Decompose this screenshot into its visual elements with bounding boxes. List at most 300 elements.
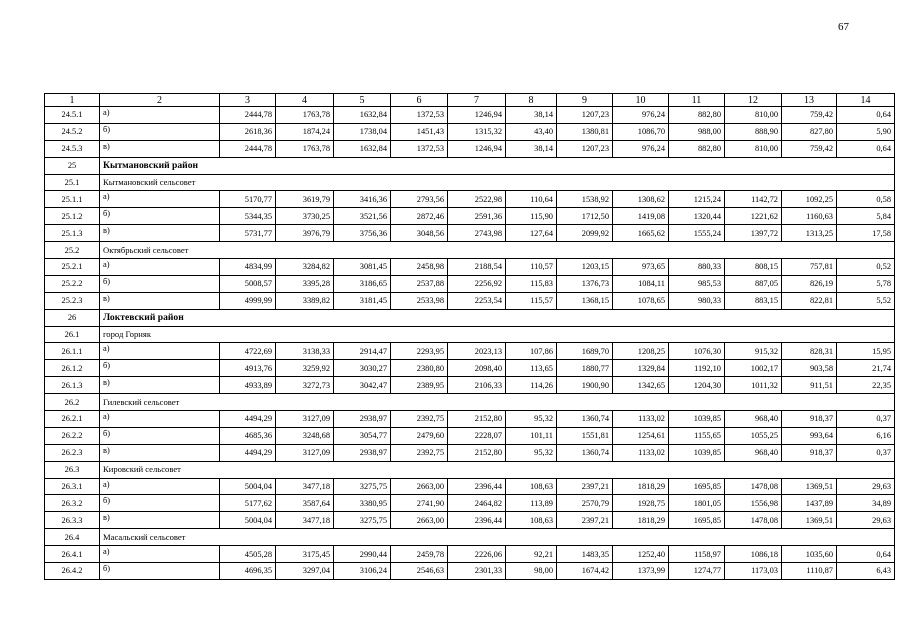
value-cell: 2663,00	[391, 512, 448, 529]
value-cell: 95,32	[506, 411, 557, 428]
value-cell: 1397,72	[725, 225, 782, 242]
value-cell: 976,24	[613, 140, 669, 157]
table-row	[45, 427, 895, 444]
value-cell: 29,63	[837, 478, 895, 495]
subsection-row	[45, 529, 895, 546]
value-cell: 127,64	[506, 225, 557, 242]
value-cell: 1086,70	[613, 123, 669, 140]
value-cell: 2591,36	[448, 208, 506, 225]
row-code: 26.1.2	[45, 360, 100, 377]
value-cell: 822,81	[782, 292, 837, 309]
value-cell: 3587,64	[276, 495, 334, 512]
value-cell: 1039,85	[669, 444, 725, 461]
value-cell: 3272,73	[276, 377, 334, 394]
value-cell: 1133,02	[613, 444, 669, 461]
subsection-code: 26.1	[45, 326, 100, 343]
value-cell: 3389,82	[276, 292, 334, 309]
table-row	[45, 107, 895, 124]
row-code: 26.3.2	[45, 495, 100, 512]
value-cell: 4999,99	[220, 292, 276, 309]
value-cell: 2256,92	[448, 275, 506, 292]
value-cell: 5731,77	[220, 225, 276, 242]
row-variant-label: б)	[100, 427, 220, 444]
row-code: 26.4.1	[45, 546, 100, 563]
value-cell: 757,81	[782, 259, 837, 276]
value-cell: 0,37	[837, 411, 895, 428]
value-cell: 3521,56	[334, 208, 391, 225]
value-cell: 3248,68	[276, 427, 334, 444]
value-cell: 1695,85	[669, 512, 725, 529]
header-cell: 11	[669, 94, 725, 107]
value-cell: 92,21	[506, 546, 557, 563]
value-cell: 2793,56	[391, 191, 448, 208]
value-cell: 2914,47	[334, 343, 391, 360]
row-variant-label: а)	[100, 343, 220, 360]
value-cell: 2464,82	[448, 495, 506, 512]
value-cell: 1695,85	[669, 478, 725, 495]
subsection-row	[45, 461, 895, 478]
value-cell: 1874,24	[276, 123, 334, 140]
value-cell: 1076,30	[669, 343, 725, 360]
value-cell: 1674,42	[557, 563, 613, 580]
value-cell: 976,24	[613, 107, 669, 124]
header-cell: 4	[276, 94, 334, 107]
header-cell: 13	[782, 94, 837, 107]
value-cell: 115,90	[506, 208, 557, 225]
value-cell: 1712,50	[557, 208, 613, 225]
value-cell: 34,89	[837, 495, 895, 512]
value-cell: 759,42	[782, 107, 837, 124]
value-cell: 1818,29	[613, 512, 669, 529]
value-cell: 3138,33	[276, 343, 334, 360]
value-cell: 5008,57	[220, 275, 276, 292]
value-cell: 98,00	[506, 563, 557, 580]
value-cell: 2522,98	[448, 191, 506, 208]
table-row	[45, 512, 895, 529]
value-cell: 1313,25	[782, 225, 837, 242]
value-cell: 2226,06	[448, 546, 506, 563]
value-cell: 38,14	[506, 107, 557, 124]
value-cell: 1556,98	[725, 495, 782, 512]
value-cell: 1203,15	[557, 259, 613, 276]
value-cell: 2228,07	[448, 427, 506, 444]
value-cell: 888,90	[725, 123, 782, 140]
subsection-title: Кировский сельсовет	[100, 461, 895, 478]
value-cell: 5,78	[837, 275, 895, 292]
value-cell: 1738,04	[334, 123, 391, 140]
subsection-row	[45, 394, 895, 411]
row-code: 24.5.2	[45, 123, 100, 140]
value-cell: 1315,32	[448, 123, 506, 140]
value-cell: 1551,81	[557, 427, 613, 444]
row-code: 25.1.1	[45, 191, 100, 208]
subsection-row	[45, 242, 895, 259]
value-cell: 2546,63	[391, 563, 448, 580]
value-cell: 759,42	[782, 140, 837, 157]
value-cell: 43,40	[506, 123, 557, 140]
value-cell: 1818,29	[613, 478, 669, 495]
value-cell: 1419,08	[613, 208, 669, 225]
subsection-row	[45, 174, 895, 191]
value-cell: 21,74	[837, 360, 895, 377]
value-cell: 0,58	[837, 191, 895, 208]
value-cell: 1689,70	[557, 343, 613, 360]
value-cell: 2099,92	[557, 225, 613, 242]
row-variant-label: в)	[100, 512, 220, 529]
value-cell: 107,86	[506, 343, 557, 360]
value-cell: 22,35	[837, 377, 895, 394]
value-cell: 6,43	[837, 563, 895, 580]
subsection-code: 26.2	[45, 394, 100, 411]
header-cell: 10	[613, 94, 669, 107]
header-cell: 14	[837, 94, 895, 107]
value-cell: 3186,65	[334, 275, 391, 292]
value-cell: 95,32	[506, 444, 557, 461]
row-code: 25.2.2	[45, 275, 100, 292]
value-cell: 1192,10	[669, 360, 725, 377]
section-title: Кытмановский район	[100, 157, 895, 174]
value-cell: 3042,47	[334, 377, 391, 394]
value-cell: 1252,40	[613, 546, 669, 563]
value-cell: 2106,33	[448, 377, 506, 394]
subsection-code: 26.3	[45, 461, 100, 478]
value-cell: 2098,40	[448, 360, 506, 377]
section-code: 26	[45, 309, 100, 326]
value-cell: 810,00	[725, 140, 782, 157]
table-body	[45, 94, 895, 580]
value-cell: 2396,44	[448, 512, 506, 529]
table-row	[45, 377, 895, 394]
value-cell: 38,14	[506, 140, 557, 157]
row-variant-label: в)	[100, 377, 220, 394]
value-cell: 3416,36	[334, 191, 391, 208]
value-cell: 3297,04	[276, 563, 334, 580]
value-cell: 1320,44	[669, 208, 725, 225]
value-cell: 911,51	[782, 377, 837, 394]
value-cell: 988,00	[669, 123, 725, 140]
table-row	[45, 495, 895, 512]
value-cell: 882,80	[669, 140, 725, 157]
table-row	[45, 360, 895, 377]
value-cell: 3477,18	[276, 512, 334, 529]
value-cell: 883,15	[725, 292, 782, 309]
value-cell: 3275,75	[334, 512, 391, 529]
value-cell: 1092,25	[782, 191, 837, 208]
value-cell: 1451,43	[391, 123, 448, 140]
page-number: 67	[838, 21, 849, 33]
value-cell: 1110,87	[782, 563, 837, 580]
value-cell: 1478,08	[725, 478, 782, 495]
value-cell: 4685,36	[220, 427, 276, 444]
value-cell: 3175,45	[276, 546, 334, 563]
value-cell: 1900,90	[557, 377, 613, 394]
value-cell: 2444,78	[220, 140, 276, 157]
value-cell: 826,19	[782, 275, 837, 292]
value-cell: 1204,30	[669, 377, 725, 394]
value-cell: 1538,92	[557, 191, 613, 208]
value-cell: 4933,89	[220, 377, 276, 394]
value-cell: 2293,95	[391, 343, 448, 360]
value-cell: 1373,99	[613, 563, 669, 580]
subsection-code: 25.1	[45, 174, 100, 191]
header-cell: 12	[725, 94, 782, 107]
value-cell: 1208,25	[613, 343, 669, 360]
value-cell: 4913,76	[220, 360, 276, 377]
value-cell: 101,11	[506, 427, 557, 444]
table-row	[45, 140, 895, 157]
section-title: Локтевский район	[100, 309, 895, 326]
value-cell: 1055,25	[725, 427, 782, 444]
value-cell: 810,00	[725, 107, 782, 124]
value-cell: 3048,56	[391, 225, 448, 242]
value-cell: 3081,45	[334, 259, 391, 276]
value-cell: 2458,98	[391, 259, 448, 276]
value-cell: 1155,65	[669, 427, 725, 444]
row-code: 26.2.3	[45, 444, 100, 461]
value-cell: 114,26	[506, 377, 557, 394]
value-cell: 2570,79	[557, 495, 613, 512]
subsection-title: Гилевский сельсовет	[100, 394, 895, 411]
value-cell: 108,63	[506, 512, 557, 529]
value-cell: 1158,97	[669, 546, 725, 563]
row-variant-label: б)	[100, 275, 220, 292]
value-cell: 1372,53	[391, 107, 448, 124]
value-cell: 2389,95	[391, 377, 448, 394]
value-cell: 1002,17	[725, 360, 782, 377]
value-cell: 1665,62	[613, 225, 669, 242]
value-cell: 3756,36	[334, 225, 391, 242]
subsection-title: город Горняк	[100, 326, 895, 343]
value-cell: 115,57	[506, 292, 557, 309]
row-code: 24.5.1	[45, 107, 100, 124]
value-cell: 1173,03	[725, 563, 782, 580]
value-cell: 4722,69	[220, 343, 276, 360]
value-cell: 980,33	[669, 292, 725, 309]
value-cell: 5004,04	[220, 478, 276, 495]
row-code: 25.2.3	[45, 292, 100, 309]
value-cell: 108,63	[506, 478, 557, 495]
table-row	[45, 444, 895, 461]
value-cell: 903,58	[782, 360, 837, 377]
subsection-title: Октябрьский сельсовет	[100, 242, 895, 259]
table-row	[45, 208, 895, 225]
value-cell: 5004,04	[220, 512, 276, 529]
header-cell: 1	[45, 94, 100, 107]
value-cell: 113,65	[506, 360, 557, 377]
row-variant-label: а)	[100, 259, 220, 276]
value-cell: 29,63	[837, 512, 895, 529]
row-variant-label: б)	[100, 495, 220, 512]
value-cell: 1632,84	[334, 140, 391, 157]
value-cell: 2152,80	[448, 444, 506, 461]
value-cell: 0,52	[837, 259, 895, 276]
value-cell: 1329,84	[613, 360, 669, 377]
value-cell: 3054,77	[334, 427, 391, 444]
value-cell: 2392,75	[391, 444, 448, 461]
row-code: 25.1.2	[45, 208, 100, 225]
subsection-title: Кытмановский сельсовет	[100, 174, 895, 191]
header-cell: 7	[448, 94, 506, 107]
value-cell: 1478,08	[725, 512, 782, 529]
value-cell: 4505,28	[220, 546, 276, 563]
value-cell: 3976,79	[276, 225, 334, 242]
table-row	[45, 123, 895, 140]
value-cell: 1763,78	[276, 107, 334, 124]
value-cell: 1207,23	[557, 107, 613, 124]
table-row	[45, 411, 895, 428]
value-cell: 4696,35	[220, 563, 276, 580]
value-cell: 3106,24	[334, 563, 391, 580]
header-cell: 9	[557, 94, 613, 107]
value-cell: 887,05	[725, 275, 782, 292]
value-cell: 3275,75	[334, 478, 391, 495]
section-code: 25	[45, 157, 100, 174]
value-cell: 915,32	[725, 343, 782, 360]
value-cell: 0,37	[837, 444, 895, 461]
row-variant-label: в)	[100, 225, 220, 242]
value-cell: 2990,44	[334, 546, 391, 563]
value-cell: 1039,85	[669, 411, 725, 428]
value-cell: 3030,27	[334, 360, 391, 377]
value-cell: 15,95	[837, 343, 895, 360]
value-cell: 1801,05	[669, 495, 725, 512]
value-cell: 1246,94	[448, 140, 506, 157]
value-cell: 4834,99	[220, 259, 276, 276]
table-row	[45, 478, 895, 495]
table-row	[45, 259, 895, 276]
value-cell: 1437,89	[782, 495, 837, 512]
value-cell: 1360,74	[557, 411, 613, 428]
header-cell: 2	[100, 94, 220, 107]
value-cell: 2188,54	[448, 259, 506, 276]
table-row	[45, 225, 895, 242]
value-cell: 2301,33	[448, 563, 506, 580]
value-cell: 1632,84	[334, 107, 391, 124]
value-cell: 808,15	[725, 259, 782, 276]
header-cell: 5	[334, 94, 391, 107]
value-cell: 1084,11	[613, 275, 669, 292]
row-code: 25.1.3	[45, 225, 100, 242]
value-cell: 2152,80	[448, 411, 506, 428]
value-cell: 2459,78	[391, 546, 448, 563]
value-cell: 1763,78	[276, 140, 334, 157]
value-cell: 1360,74	[557, 444, 613, 461]
value-cell: 2253,54	[448, 292, 506, 309]
value-cell: 2479,60	[391, 427, 448, 444]
value-cell: 1142,72	[725, 191, 782, 208]
row-variant-label: в)	[100, 140, 220, 157]
value-cell: 3127,09	[276, 444, 334, 461]
value-cell: 827,80	[782, 123, 837, 140]
value-cell: 2444,78	[220, 107, 276, 124]
row-code: 26.2.2	[45, 427, 100, 444]
table-row	[45, 563, 895, 580]
row-variant-label: а)	[100, 546, 220, 563]
subsection-code: 26.4	[45, 529, 100, 546]
value-cell: 2537,88	[391, 275, 448, 292]
value-cell: 1380,81	[557, 123, 613, 140]
value-cell: 3477,18	[276, 478, 334, 495]
value-cell: 1221,62	[725, 208, 782, 225]
row-variant-label: б)	[100, 123, 220, 140]
value-cell: 828,31	[782, 343, 837, 360]
value-cell: 2397,21	[557, 512, 613, 529]
value-cell: 2743,98	[448, 225, 506, 242]
value-cell: 2392,75	[391, 411, 448, 428]
value-cell: 1376,73	[557, 275, 613, 292]
value-cell: 1369,51	[782, 478, 837, 495]
value-cell: 2872,46	[391, 208, 448, 225]
value-cell: 3259,92	[276, 360, 334, 377]
row-variant-label: б)	[100, 208, 220, 225]
value-cell: 1086,18	[725, 546, 782, 563]
value-cell: 4494,29	[220, 444, 276, 461]
value-cell: 1368,15	[557, 292, 613, 309]
value-cell: 5,84	[837, 208, 895, 225]
value-cell: 3619,79	[276, 191, 334, 208]
row-code: 26.1.1	[45, 343, 100, 360]
value-cell: 968,40	[725, 411, 782, 428]
value-cell: 1246,94	[448, 107, 506, 124]
value-cell: 1078,65	[613, 292, 669, 309]
value-cell: 4494,29	[220, 411, 276, 428]
value-cell: 880,33	[669, 259, 725, 276]
value-cell: 2663,00	[391, 478, 448, 495]
section-row	[45, 309, 895, 326]
subsection-code: 25.2	[45, 242, 100, 259]
value-cell: 918,37	[782, 411, 837, 428]
value-cell: 115,83	[506, 275, 557, 292]
value-cell: 5,52	[837, 292, 895, 309]
value-cell: 1215,24	[669, 191, 725, 208]
row-variant-label: а)	[100, 478, 220, 495]
value-cell: 1207,23	[557, 140, 613, 157]
row-variant-label: б)	[100, 563, 220, 580]
value-cell: 1342,65	[613, 377, 669, 394]
value-cell: 1372,53	[391, 140, 448, 157]
value-cell: 985,53	[669, 275, 725, 292]
value-cell: 0,64	[837, 140, 895, 157]
header-cell: 6	[391, 94, 448, 107]
value-cell: 1880,77	[557, 360, 613, 377]
value-cell: 110,64	[506, 191, 557, 208]
table-row	[45, 275, 895, 292]
value-cell: 1369,51	[782, 512, 837, 529]
value-cell: 113,89	[506, 495, 557, 512]
value-cell: 2618,36	[220, 123, 276, 140]
row-variant-label: а)	[100, 191, 220, 208]
row-variant-label: б)	[100, 360, 220, 377]
value-cell: 5,90	[837, 123, 895, 140]
section-row	[45, 157, 895, 174]
value-cell: 882,80	[669, 107, 725, 124]
table-row	[45, 292, 895, 309]
value-cell: 1254,61	[613, 427, 669, 444]
value-cell: 1160,63	[782, 208, 837, 225]
value-cell: 3284,82	[276, 259, 334, 276]
value-cell: 110,57	[506, 259, 557, 276]
header-cell: 8	[506, 94, 557, 107]
row-code: 26.4.2	[45, 563, 100, 580]
row-variant-label: а)	[100, 411, 220, 428]
row-code: 25.2.1	[45, 259, 100, 276]
value-cell: 2533,98	[391, 292, 448, 309]
header-row	[45, 94, 895, 107]
value-cell: 3395,28	[276, 275, 334, 292]
subsection-title: Масальский сельсовет	[100, 529, 895, 546]
tariff-table	[44, 93, 895, 580]
value-cell: 3127,09	[276, 411, 334, 428]
